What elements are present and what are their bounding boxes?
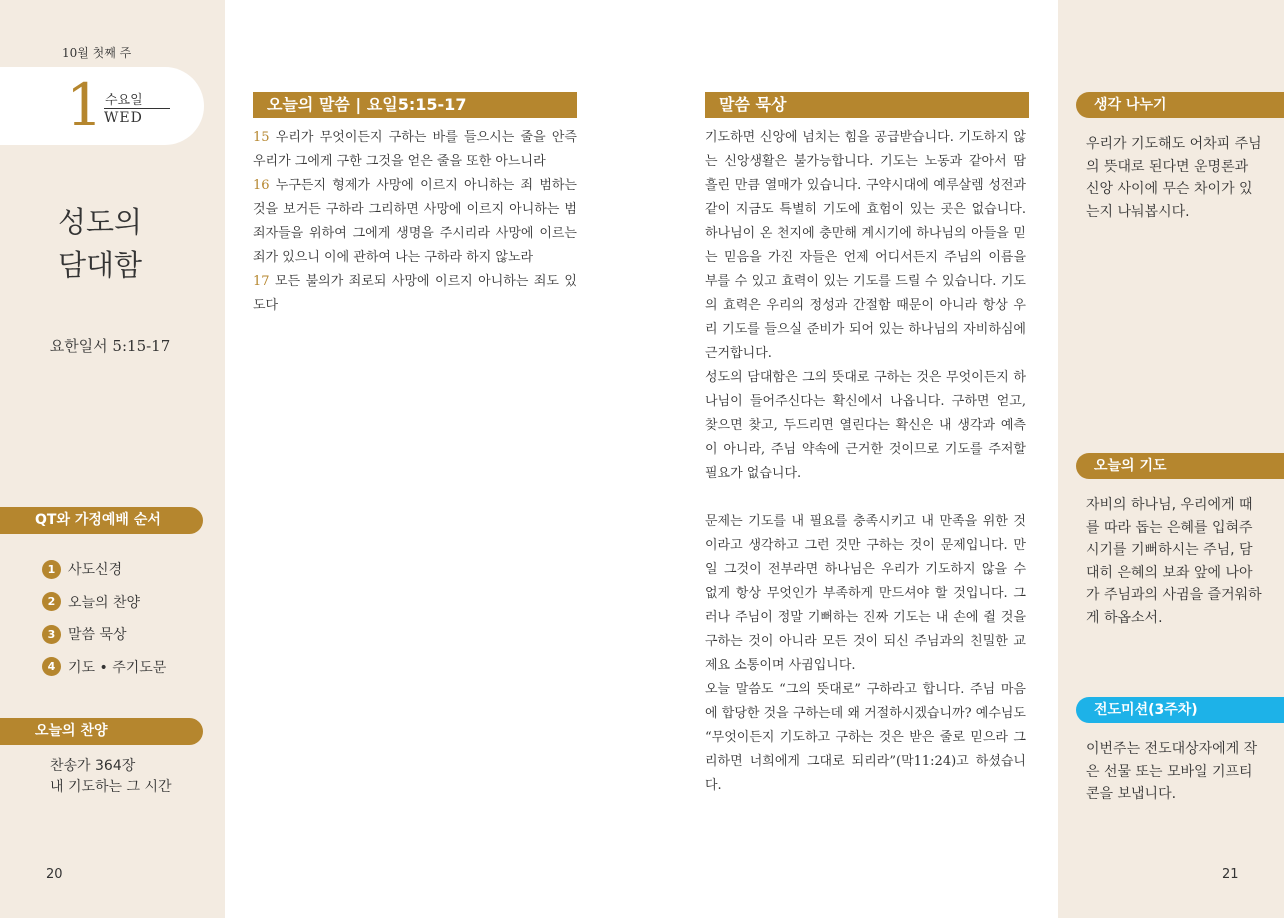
meditation-paragraph: 문제는 기도를 내 필요를 충족시키고 내 만족을 위한 것이라고 생각하고 그런 것만 구하는 것이 문제입니다. 만일 그것이 전부라면 하나님은 우리가 기도하지 않을 수 없게 항상 무엇인가 부족하게 만드셔야 할 것입니다. 그러나 주님이 정말 기뻐하는 진짜 기도는 내 손에 쥘 것을 구하는 것이 아니라 모든 것이 되신 주님과의 친밀한 교제요 소통이며 사귐입니다. <box>705 514 1026 673</box>
bible-reference: 요한일서 5:15-17 <box>49 337 171 355</box>
order-item-label: 오늘의 찬양 <box>68 594 141 611</box>
week-label: 10월 첫째 주 <box>62 46 132 60</box>
prayer-text: 자비의 하나님, 우리에게 때를 따라 돕는 은혜를 입혀주시기를 기뻐하시는 주님, 담대히 은혜의 보좌 앞에 나아가 주님과의 사귐을 즐거워하게 하옵소서. <box>1086 497 1262 626</box>
verse-number: 15 <box>253 130 270 145</box>
verse-text: 우리가 무엇이든지 구하는 바를 들으시는 줄을 안즉 우리가 그에게 구한 그것을 얻은 줄을 또한 아느니라 <box>253 130 577 169</box>
scripture-header: 오늘의 말씀 | 요일5:15-17 <box>253 92 577 118</box>
day-of-week-english: WED <box>104 110 143 126</box>
page-number-left: 20 <box>46 867 63 882</box>
number-badge: 2 <box>42 592 61 611</box>
meditation-paragraph: 오늘 말씀도 “그의 뜻대로” 구하라고 합니다. 주님 마음에 합당한 것을 구하는데 왜 거절하시겠습니까? 예수님도 “무엇이든지 기도하고 구하는 것은 받은 줄로 믿으라 그리하면 너희에게 그대로 되리라”(막11:24)고 하셨습니다. <box>705 682 1026 793</box>
prayer-header: 오늘의 기도 <box>1076 453 1284 479</box>
meditation-paragraph: 성도의 담대함은 그의 뜻대로 구하는 것은 무엇이든지 하나님이 들어주신다는 확신에서 나옵니다. 구하면 얻고, 찾으면 찾고, 두드리면 열린다는 확신은 내 생각과 예측이 아니라, 주님 약속에 근거한 것이므로 기도를 주저할 필요가 없습니다. <box>705 370 1026 481</box>
meditation-paragraph: 기도하면 신앙에 넘치는 힘을 공급받습니다. 기도하지 않는 신앙생활은 불가능합니다. 기도는 노동과 같아서 땀 흘린 만큼 열매가 있습니다. 구약시대에 예루살렘 성전과 같이 지금도 특별히 기도에 효험이 있는 곳은 없습니다. 하나님이 온 천지에 충만해 계시기에 하나님의 아들을 믿는 믿음을 가진 자들은 언제 어디서든지 주님의 이름을 부를 수 있고 효력이 있는 기도를 드릴 수 있습니다. 기도의 효력은 우리의 정성과 간절함 때문이 아니라 항상 우리 기도를 들으실 준비가 되어 있는 하나님의 자비하심에 근거합니다. <box>705 130 1026 361</box>
number-badge: 3 <box>42 625 61 644</box>
verse-text: 모든 불의가 죄로되 사망에 이르지 아니하는 죄도 있도다 <box>253 274 577 313</box>
page-number-right: 21 <box>1222 867 1239 882</box>
title-line-2: 담대함 <box>57 248 143 282</box>
verse-number: 17 <box>253 274 270 289</box>
mission-header: 전도미션(3주차) <box>1076 697 1284 723</box>
order-item-label: 말씀 묵상 <box>68 627 127 644</box>
hymn-header: 오늘의 찬양 <box>0 718 203 745</box>
mission-text: 이번주는 전도대상자에게 작은 선물 또는 모바일 기프티콘을 보냅니다. <box>1086 741 1258 802</box>
hymn-number: 찬송가 364장 <box>50 758 136 774</box>
order-item-label: 기도 • 주기도문 <box>68 659 167 676</box>
share-header: 생각 나누기 <box>1076 92 1284 118</box>
day-of-week-korean: 수요일 <box>105 93 143 108</box>
title-line-1: 성도의 <box>57 205 143 239</box>
meditation-header: 말씀 묵상 <box>705 92 1029 118</box>
order-header: QT와 가정예배 순서 <box>0 507 203 534</box>
order-item <box>42 586 166 619</box>
order-item <box>42 553 166 586</box>
share-text: 우리가 기도해도 어차피 주님의 뜻대로 된다면 운명론과 신앙 사이에 무슨 차이가 있는지 나눠봅시다. <box>1086 136 1262 220</box>
order-item-label: 사도신경 <box>68 562 123 579</box>
divider <box>104 108 170 109</box>
page-title <box>0 201 200 287</box>
order-item <box>42 651 166 684</box>
number-badge: 1 <box>42 560 61 579</box>
verse-text: 누구든지 형제가 사망에 이르지 아니하는 죄 범하는 것을 보거든 구하라 그리하면 사망에 이르지 아니하는 범죄자들을 위하여 그에게 생명을 주시리라 사망에 이르는 죄가 있으니 이에 관하여 나는 구하라 하지 않노라 <box>253 178 577 265</box>
order-list <box>42 553 166 683</box>
meditation-text <box>705 126 1026 798</box>
hymn-info <box>50 756 172 798</box>
hymn-title: 내 기도하는 그 시간 <box>50 779 172 795</box>
verse-number: 16 <box>253 178 270 193</box>
scripture-text <box>253 126 577 318</box>
order-item <box>42 618 166 651</box>
day-number: 1 <box>66 71 103 139</box>
number-badge: 4 <box>42 657 61 676</box>
